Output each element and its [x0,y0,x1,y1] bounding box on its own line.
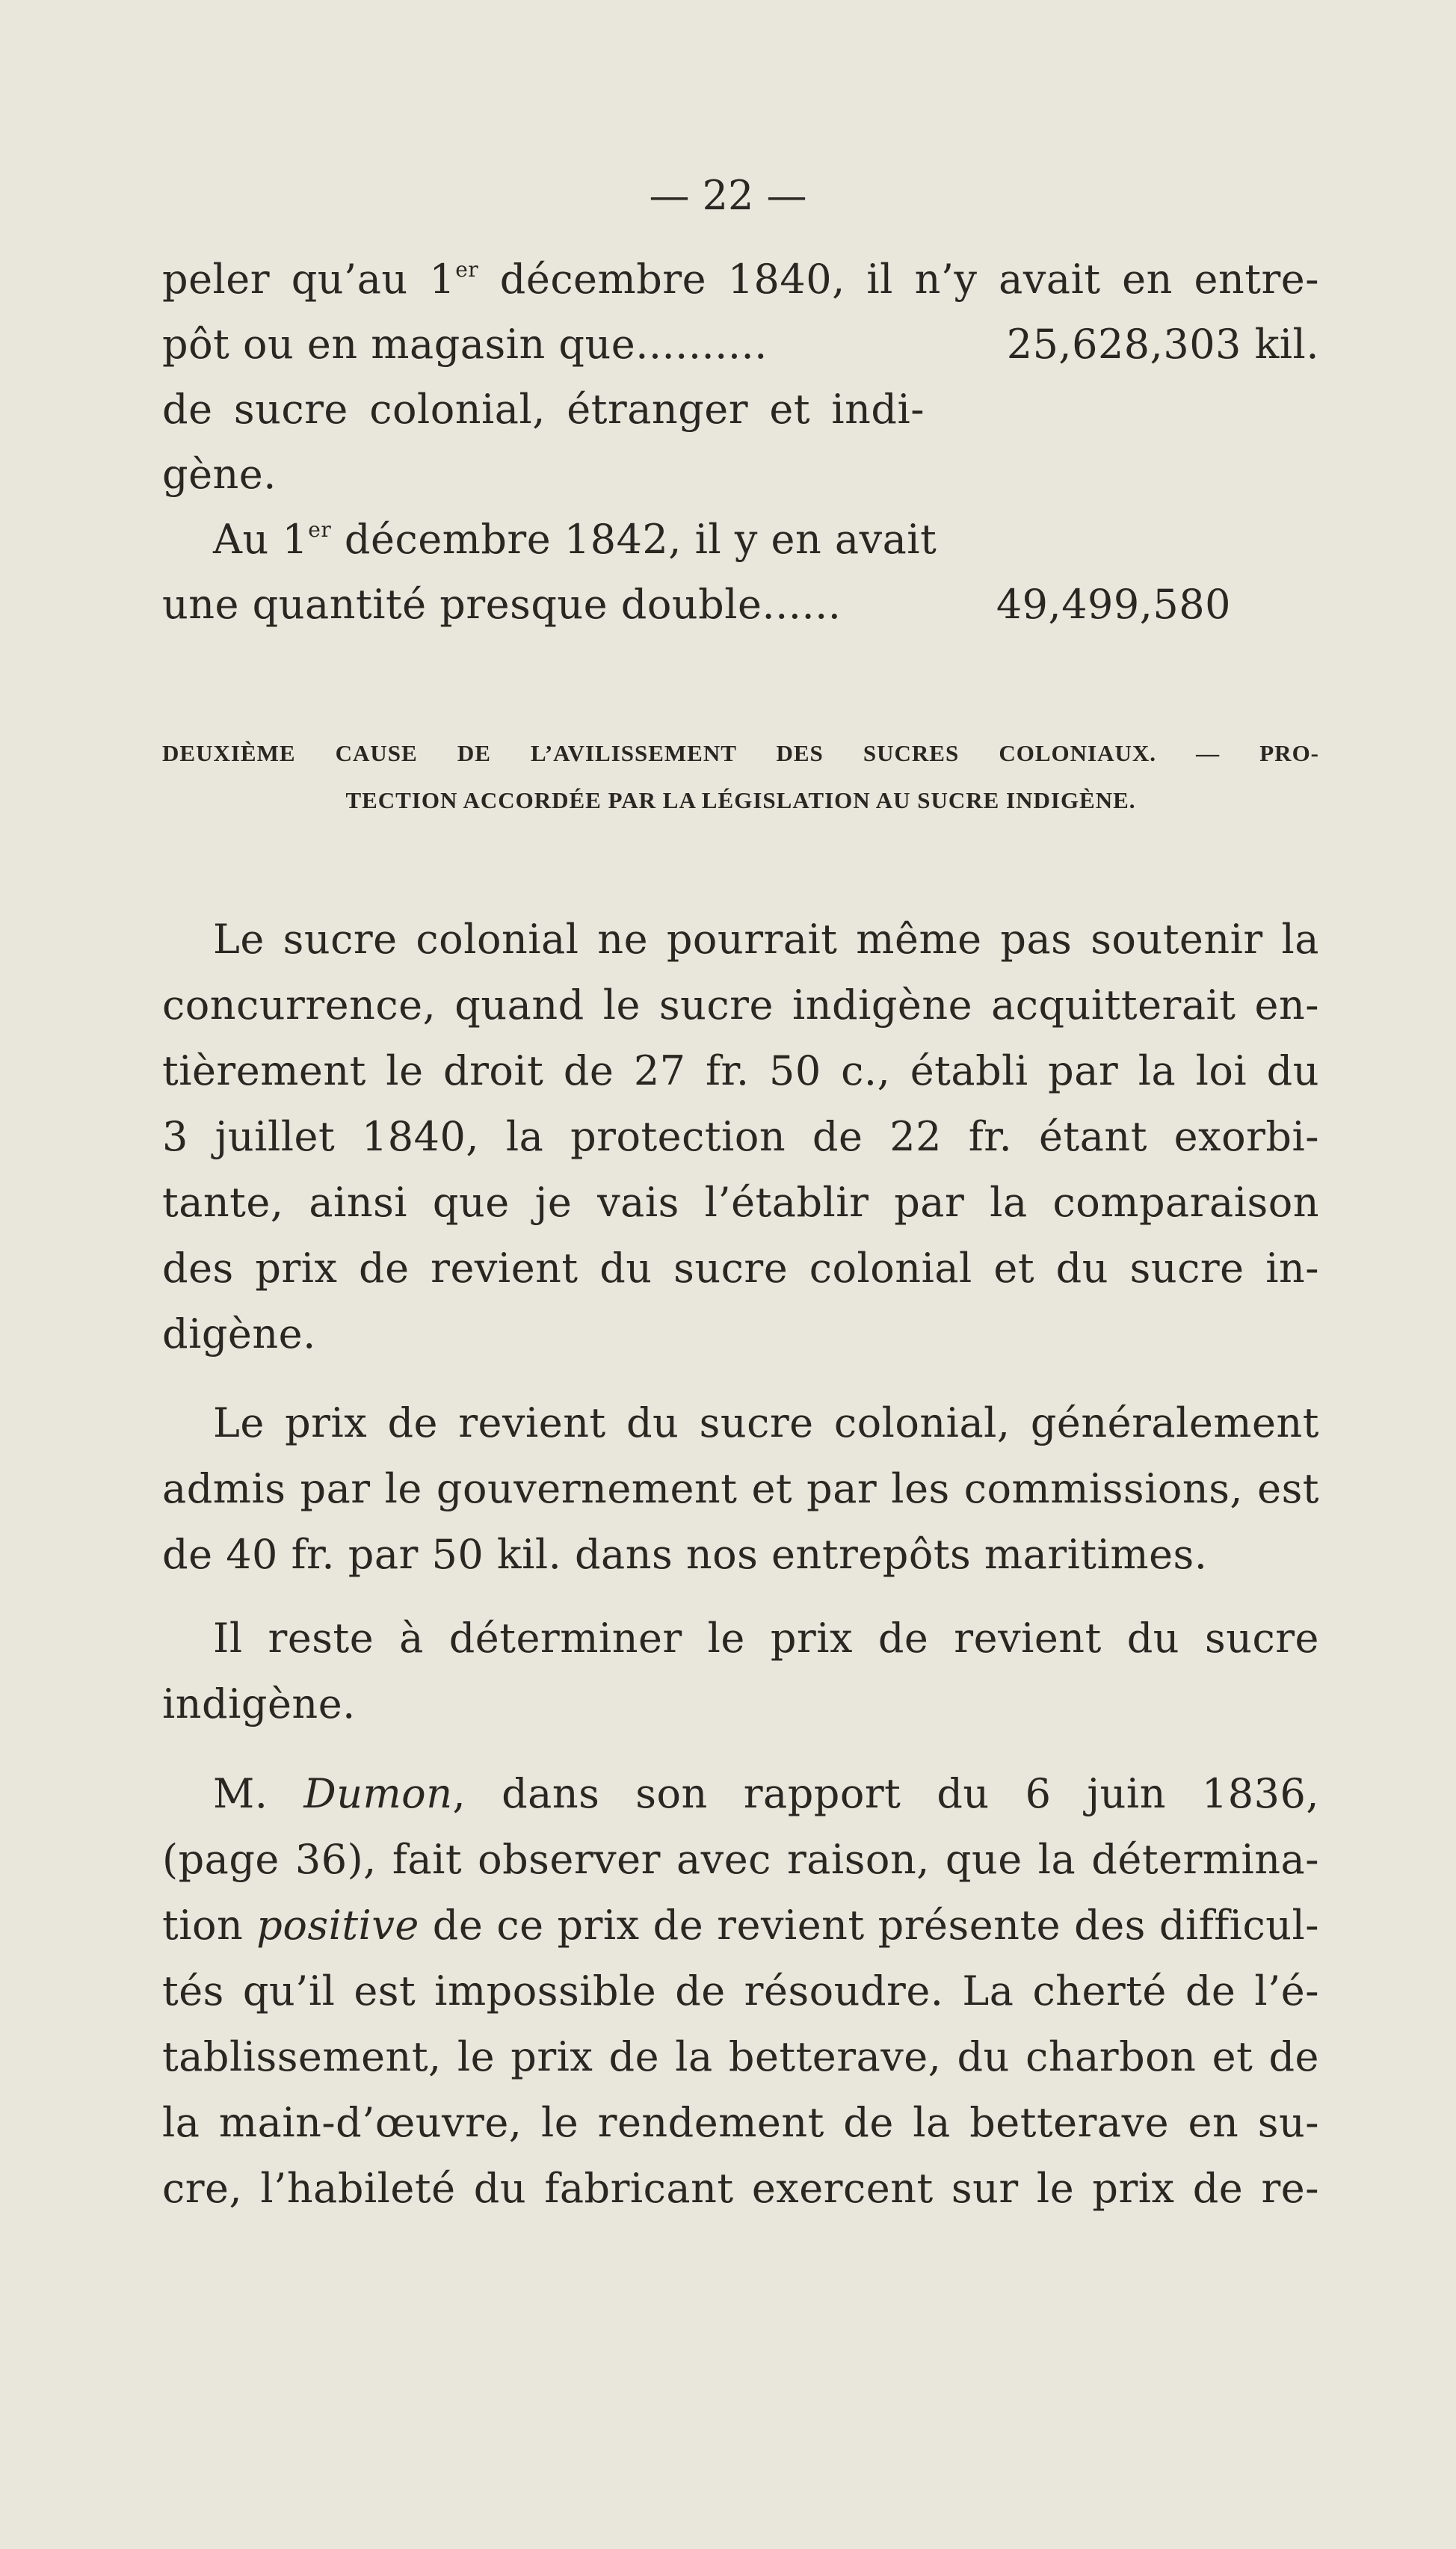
text-line: cre, l’habileté du fabricant exercent sur le prix de re- [162,2165,1319,2212]
text-line: Au 1er décembre 1842, il y en avait [213,516,937,563]
text-line: des prix de revient du sucre colonial et du sucre in- [162,1245,1319,1292]
text-line: gène. [162,451,277,498]
text-line: Le prix de revient du sucre colonial, généralement [213,1399,1319,1446]
text-line: de 40 fr. par 50 kil. dans nos entrepôts maritimes. [162,1531,1208,1578]
text-line: tion positive de ce prix de revient présente des difficul- [162,1902,1319,1949]
text-line: M. Dumon, dans son rapport du 6 juin 1836, [213,1770,1320,1817]
ledger-value: 25,628,303 kil. [1006,321,1319,368]
text-line: peler qu’au 1er décembre 1840, il n’y avait en entre- [162,256,1319,303]
text-line: tés qu’il est impossible de résoudre. La cherté de l’é- [162,1967,1319,2015]
text-line: concurrence, quand le sucre indigène acquitterait en- [162,981,1319,1029]
ledger-line [162,312,1319,377]
text-line: tante, ainsi que je vais l’établir par la comparaison [162,1179,1319,1226]
text-line: tablissement, le prix de la betterave, du charbon et de [162,2033,1319,2080]
text-line: 3 juillet 1840, la protection de 22 fr. étant exorbi- [162,1113,1319,1160]
text-line: la main-d’œuvre, le rendement de la betterave en su- [162,2099,1319,2146]
page-number: — 22 — [649,172,807,219]
text-line: indigène. [162,1680,356,1727]
section-heading: TECTION ACCORDÉE PAR LA LÉGISLATION AU SUCRE INDIGÈNE. [345,787,1136,813]
text-line: de sucre colonial, étranger et indi- [162,386,925,433]
text-line: (page 36), fait observer avec raison, que la détermina- [162,1836,1319,1883]
text-line: tièrement le droit de 27 fr. 50 c., établi par la loi du [162,1047,1319,1094]
ledger-label: une quantité presque double...... [162,581,842,628]
text-line: digène. [162,1310,316,1357]
section-heading: DEUXIÈME CAUSE DE L’AVILISSEMENT DES SUCRES COLONIAUX. — PRO- [162,740,1319,766]
ledger-line [162,572,1231,638]
text-line: admis par le gouvernement et par les commissions, est [162,1465,1319,1512]
text-line: Le sucre colonial ne pourrait même pas soutenir la [213,916,1319,963]
text-line: Il reste à déterminer le prix de revient du sucre [213,1615,1319,1662]
ledger-label: pôt ou en magasin que.......... [162,321,768,368]
ledger-value: 49,499,580 [996,581,1231,628]
